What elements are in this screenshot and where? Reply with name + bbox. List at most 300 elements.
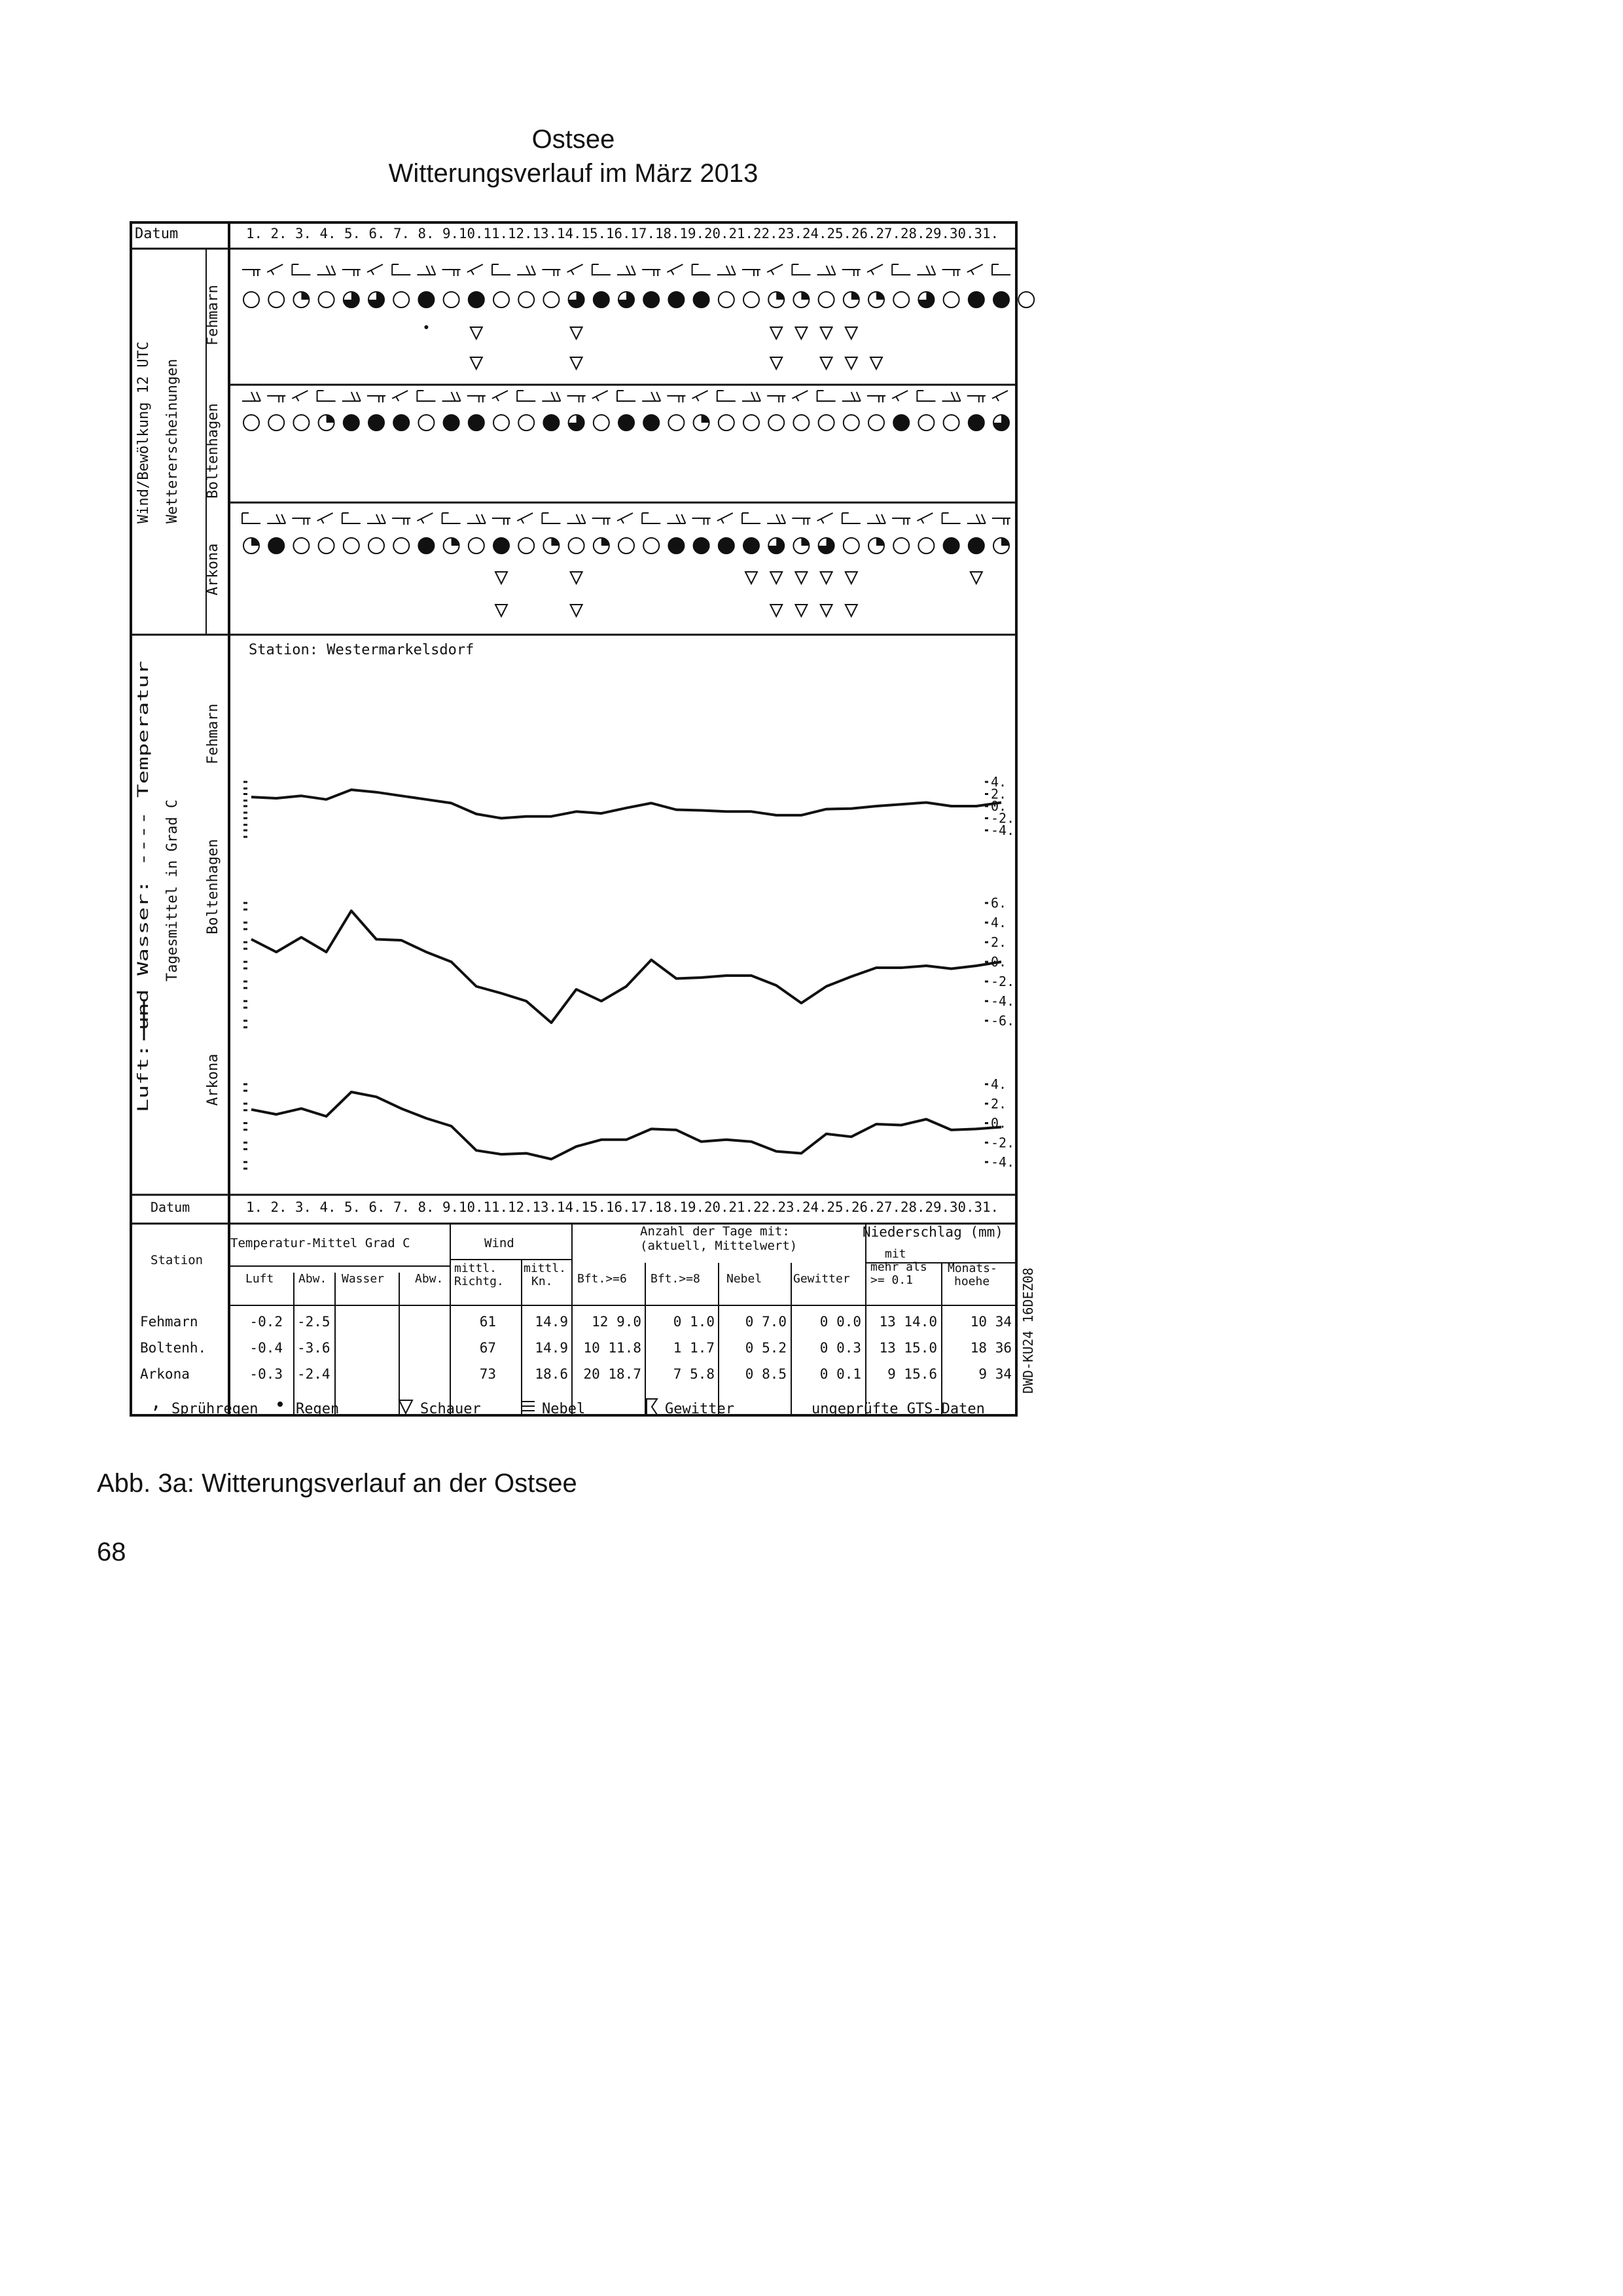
cloud-cover-icon — [543, 292, 559, 308]
tick-label: -4. — [991, 993, 1015, 1009]
shower-icon — [495, 572, 507, 584]
wind-barb-icon — [567, 514, 586, 523]
station-label-fehmarn-temp: Fehmarn — [205, 703, 221, 764]
wind-barb-icon — [292, 518, 310, 525]
shower-icon — [846, 357, 857, 369]
cloud-cover-icon — [469, 292, 484, 308]
wind-barb-icon — [242, 270, 260, 276]
page-subtitle: Witterungsverlauf im März 2013 — [388, 159, 758, 188]
cloud-cover-icon — [493, 538, 509, 554]
wind-barb-icon — [467, 396, 486, 402]
stats-cell: 0 8.5 — [745, 1366, 787, 1382]
cloud-cover-icon — [243, 538, 259, 554]
shower-icon — [821, 327, 832, 339]
wind-barb-icon — [667, 396, 685, 402]
cloud-cover-icon — [694, 538, 709, 554]
wind-barb-icon — [367, 396, 385, 402]
wind-barb-icon — [467, 514, 486, 523]
cloud-cover-icon — [444, 292, 459, 308]
weather-phenomena-label: Wettererscheinungen — [164, 359, 181, 523]
stats-h-kn-1: mittl. — [524, 1262, 567, 1275]
stats-cell: -2.5 — [297, 1314, 330, 1330]
legend-drizzle-label: Sprühregen — [171, 1401, 259, 1417]
cloud-cover-icon — [618, 292, 634, 308]
shower-icon — [770, 327, 782, 339]
legend-thunderstorm-label: Gewitter — [665, 1401, 734, 1417]
cloud-cover-icon — [944, 538, 959, 554]
cloud-cover-icon — [618, 538, 634, 554]
stats-h-wasser: Wasser — [342, 1272, 385, 1286]
wind-barb-icon — [367, 514, 385, 523]
wind-barb-icon — [842, 513, 861, 523]
wind-barb-icon — [592, 518, 611, 525]
wind-barb-icon — [467, 264, 483, 275]
wind-barb-icon — [292, 264, 310, 275]
cloud-cover-icon — [793, 415, 809, 431]
wind-barb-icon — [692, 264, 711, 275]
wind-barb-icon — [342, 513, 361, 523]
cloud-cover-icon — [668, 538, 684, 554]
wind-barb-icon — [892, 391, 908, 401]
shower-icon — [571, 357, 582, 369]
stats-cell: Arkona — [140, 1366, 190, 1382]
station-label-arkona-top: Arkona — [205, 543, 221, 595]
tick-label: 2. — [991, 1095, 1007, 1112]
temperature-group-label: Luft: und Wasser: ---- Temperatur — [135, 826, 152, 1112]
tick-label: 2. — [991, 934, 1007, 950]
cloud-cover-icon — [844, 292, 859, 308]
stats-cell: 0 7.0 — [745, 1314, 787, 1330]
wind-barb-icon — [942, 513, 961, 523]
temperature-panels — [243, 774, 1014, 1170]
cloud-cover-icon — [868, 292, 884, 308]
tick-label: 0. — [991, 1115, 1007, 1131]
wind-barb-icon — [292, 391, 308, 401]
cloud-cover-icon — [918, 538, 934, 554]
cloud-cover-icon — [493, 292, 509, 308]
stats-h-monat-2: hoehe — [954, 1275, 990, 1288]
cloud-cover-icon — [268, 292, 284, 308]
cloud-cover-icon — [293, 538, 309, 554]
wind-barb-icon — [867, 264, 883, 275]
cloud-cover-icon — [543, 538, 559, 554]
wind-barb-icon — [792, 518, 810, 525]
wind-barb-icon — [617, 391, 635, 401]
air-temp-line — [251, 790, 1001, 819]
stats-cell: 0 5.2 — [745, 1340, 787, 1356]
tick-label: 4. — [991, 774, 1007, 790]
cloud-cover-icon — [618, 415, 634, 431]
wind-barb-icon — [417, 391, 435, 401]
cloud-cover-icon — [643, 538, 659, 554]
tick-label: -2. — [991, 810, 1015, 826]
stats-h-monat-1: Monats- — [948, 1262, 997, 1275]
wind-barb-icon — [492, 518, 510, 525]
stats-cell: 9 15.6 — [887, 1366, 937, 1382]
wind-barb-icon — [642, 270, 660, 276]
tick-label: 4. — [991, 1076, 1007, 1092]
tick-label: -4. — [991, 1154, 1015, 1170]
station-label-boltenhagen-temp: Boltenhagen — [205, 839, 221, 934]
wind-barb-icon — [517, 266, 535, 275]
cloud-cover-icon — [469, 538, 484, 554]
wind-barb-icon — [367, 264, 383, 275]
cloud-cover-icon — [844, 538, 859, 554]
stats-cell: 20 18.7 — [583, 1366, 641, 1382]
shower-icon — [870, 357, 882, 369]
wind-barb-icon — [717, 266, 736, 275]
shower-icon — [745, 572, 757, 584]
cloud-cover-icon — [344, 415, 359, 431]
wind-barb-icon — [267, 514, 285, 523]
shower-icon — [971, 572, 982, 584]
station-name-label: Station: Westermarkelsdorf — [249, 642, 474, 658]
cloud-cover-icon — [719, 538, 734, 554]
wind-barb-icon — [392, 264, 410, 275]
cloud-cover-icon — [319, 415, 334, 431]
stats-cell: 0 1.0 — [673, 1314, 715, 1330]
cloud-cover-icon — [569, 415, 584, 431]
cloud-cover-icon — [594, 292, 609, 308]
stats-h-richt-1: mittl. — [454, 1262, 497, 1275]
cloud-cover-icon — [743, 415, 759, 431]
stats-grp-wind: Wind — [484, 1236, 514, 1250]
cloud-cover-icon — [643, 415, 659, 431]
page-title: Ostsee — [531, 125, 615, 154]
side-code: DWD-KU24 16DEZ08 — [1020, 1267, 1036, 1394]
cloud-cover-icon — [893, 415, 909, 431]
tick-label: 0. — [991, 954, 1007, 970]
cloud-cover-icon — [819, 292, 834, 308]
wind-barb-icon — [892, 518, 910, 525]
cloud-cover-icon — [543, 415, 559, 431]
cloud-cover-icon — [893, 292, 909, 308]
stats-cell: -0.4 — [249, 1340, 283, 1356]
shower-icon — [471, 327, 482, 339]
wind-barb-icon — [492, 264, 510, 275]
wind-barb-icon — [567, 396, 586, 402]
stats-cell: 0 0.1 — [819, 1366, 861, 1382]
shower-icon — [495, 605, 507, 616]
wind-barb-icon — [867, 514, 885, 523]
wind-barb-icon — [892, 264, 910, 275]
stats-h-mit-2: mehr als — [870, 1260, 927, 1274]
cloud-cover-icon — [418, 415, 434, 431]
cloud-cover-icon — [743, 292, 759, 308]
page-number: 68 — [97, 1538, 126, 1566]
wind-barb-icon — [442, 513, 461, 523]
stats-h-kn-2: Kn. — [531, 1275, 553, 1288]
shower-icon — [795, 327, 807, 339]
cloud-cover-icon — [993, 292, 1009, 308]
stats-cell: 13 14.0 — [879, 1314, 937, 1330]
wind-barb-icon — [742, 270, 760, 276]
cloud-cover-icon — [719, 415, 734, 431]
wind-barb-icon — [992, 264, 1010, 275]
cloud-cover-icon — [668, 415, 684, 431]
wind-barb-icon — [242, 392, 260, 401]
cloud-cover-icon — [444, 538, 459, 554]
cloud-cover-icon — [393, 415, 409, 431]
shower-icon — [821, 572, 832, 584]
cloud-cover-icon — [668, 292, 684, 308]
tick-label: 0. — [991, 798, 1007, 814]
stats-h-gewitter: Gewitter — [793, 1272, 850, 1286]
cloud-cover-icon — [944, 292, 959, 308]
cloud-cover-icon — [719, 292, 734, 308]
cloud-cover-icon — [444, 415, 459, 431]
cloud-cover-icon — [293, 292, 309, 308]
wind-barb-icon — [667, 264, 683, 275]
cloud-cover-icon — [969, 292, 984, 308]
cloud-cover-icon — [393, 538, 409, 554]
stats-h-abw: Abw. — [298, 1272, 327, 1286]
cloud-cover-icon — [418, 292, 434, 308]
shower-icon — [770, 357, 782, 369]
stats-h-mit-3: >= 0.1 — [870, 1273, 914, 1287]
stats-h-richt-2: Richtg. — [454, 1275, 504, 1288]
wind-barb-icon — [242, 513, 260, 523]
wind-barb-icon — [542, 270, 560, 276]
wind-barb-icon — [317, 266, 336, 275]
stats-h-bft6: Bft.>=6 — [577, 1272, 627, 1286]
wind-barb-icon — [492, 391, 508, 401]
cloud-cover-icon — [868, 538, 884, 554]
wind-barb-icon — [267, 264, 283, 275]
wind-barb-icon — [317, 391, 336, 401]
wind-barb-icon — [842, 270, 861, 276]
stats-cell: 73 — [479, 1366, 496, 1382]
wind-barb-icon — [967, 514, 986, 523]
stats-cell: 61 — [479, 1314, 496, 1330]
wind-barb-icon — [542, 392, 560, 401]
cloud-cover-icon — [918, 415, 934, 431]
cloud-cover-icon — [694, 415, 709, 431]
shower-icon — [795, 605, 807, 616]
cloud-cover-icon — [643, 292, 659, 308]
cloud-cover-icon — [368, 292, 384, 308]
tick-label: 4. — [991, 915, 1007, 930]
legend — [151, 1391, 985, 1417]
cloud-cover-icon — [518, 538, 534, 554]
stats-cell: 14.9 — [535, 1314, 568, 1330]
cloud-cover-icon — [493, 415, 509, 431]
stats-cell: 10 34 — [970, 1314, 1012, 1330]
cloud-cover-icon — [819, 415, 834, 431]
stats-h-abw2: Abw. — [415, 1272, 444, 1286]
wind-barb-icon — [342, 270, 361, 276]
tick-label: -2. — [991, 1135, 1015, 1151]
stats-cell: 0 0.3 — [819, 1340, 861, 1356]
wind-barb-icon — [592, 264, 611, 275]
temp-panel — [243, 774, 1014, 838]
wind-barb-icon — [567, 264, 583, 275]
wind-barb-icon — [967, 264, 983, 275]
wind-cloud-group-label: Wind/Bewölkung 12 UTC — [135, 341, 152, 523]
stats-cell: 1 1.7 — [673, 1340, 715, 1356]
wind-barb-icon — [817, 266, 836, 275]
cloud-cover-icon — [594, 538, 609, 554]
figure-caption: Abb. 3a: Witterungsverlauf an der Ostsee — [97, 1469, 577, 1498]
legend-shower-icon — [399, 1400, 412, 1413]
wind-barb-icon — [692, 518, 711, 525]
wind-barb-icon — [692, 391, 708, 401]
air-temp-line — [251, 911, 1001, 1023]
cloud-cover-icon — [819, 538, 834, 554]
temperature-unit-label: Tagesmittel in Grad C — [164, 799, 181, 981]
wind-barb-icon — [267, 396, 285, 402]
wind-barb-icon — [767, 264, 783, 275]
cloud-cover-icon — [844, 415, 859, 431]
wind-barb-icon — [792, 264, 810, 275]
tick-label: -2. — [991, 974, 1015, 989]
shower-icon — [846, 572, 857, 584]
stats-cell: 0 0.0 — [819, 1314, 861, 1330]
wind-barb-icon — [517, 513, 533, 523]
cloud-cover-icon — [243, 415, 259, 431]
wind-barb-icon — [792, 391, 808, 401]
wind-barb-icon — [517, 391, 535, 401]
cloud-cover-icon — [768, 538, 784, 554]
wind-barb-icon — [817, 513, 833, 523]
wind-barb-icon — [917, 266, 935, 275]
wind-barb-icon — [817, 391, 836, 401]
stats-grp-days-2: (aktuell, Mittelwert) — [640, 1239, 798, 1253]
days-row-top: 1. 2. 3. 4. 5. 6. 7. 8. 9.10.11.12.13.14.15.16.17.18.19.20.21.22.23.24.25.26.27.28.29.30.31. — [246, 226, 999, 241]
cloud-cover-icon — [469, 415, 484, 431]
wind-barb-icon — [667, 514, 685, 523]
shower-icon — [770, 572, 782, 584]
wind-barb-icon — [317, 513, 333, 523]
shower-icon — [795, 572, 807, 584]
cloud-cover-icon — [944, 415, 959, 431]
cloud-cover-icon — [569, 292, 584, 308]
wind-barb-icon — [342, 392, 361, 401]
cloud-cover-icon — [993, 415, 1009, 431]
station-label-arkona-temp: Arkona — [205, 1053, 221, 1106]
wind-barb-icon — [742, 392, 760, 401]
shower-icon — [571, 572, 582, 584]
cloud-cover-icon — [319, 538, 334, 554]
wind-barb-icon — [617, 513, 633, 523]
wind-barb-icon — [942, 270, 961, 276]
tick-label: -4. — [991, 822, 1015, 838]
cloud-cover-icon — [694, 292, 709, 308]
shower-icon — [571, 327, 582, 339]
legend-shower-label: Schauer — [420, 1401, 481, 1417]
cloud-cover-icon — [1018, 292, 1034, 308]
cloud-cover-icon — [969, 415, 984, 431]
cloud-cover-icon — [368, 538, 384, 554]
stats-rows — [140, 1314, 1012, 1382]
stats-h-luft: Luft — [245, 1272, 274, 1286]
stats-col-station: Station — [151, 1253, 204, 1267]
cloud-cover-icon — [344, 292, 359, 308]
stats-cell: -0.2 — [249, 1314, 283, 1330]
tick-label: 6. — [991, 895, 1007, 911]
wind-barb-icon — [942, 392, 961, 401]
wind-barb-icon — [917, 513, 933, 523]
wind-barb-icon — [992, 391, 1008, 401]
stats-grp-precip: Niederschlag (mm) — [863, 1224, 1003, 1240]
stats-cell: Boltenh. — [140, 1340, 207, 1356]
wind-barb-icon — [742, 513, 760, 523]
wind-barb-icon — [442, 270, 461, 276]
wind-barb-icon — [592, 391, 608, 401]
cloud-cover-icon — [893, 538, 909, 554]
cloud-cover-icon — [268, 415, 284, 431]
cloud-cover-icon — [793, 538, 809, 554]
cloud-cover-icon — [293, 415, 309, 431]
weather-symbol-rows — [424, 325, 982, 616]
cloud-cover-icon — [368, 415, 384, 431]
stats-cell: -0.3 — [249, 1366, 283, 1382]
temp-panel — [243, 895, 1014, 1029]
wind-barb-icon — [842, 392, 861, 401]
wind-barb-icon — [717, 391, 736, 401]
cloud-cover-icon — [768, 292, 784, 308]
wind-barb-icon — [992, 518, 1010, 525]
shower-icon — [846, 327, 857, 339]
wind-barb-icon — [417, 266, 435, 275]
wind-barb-icon — [642, 392, 660, 401]
stats-cell: 7 5.8 — [673, 1366, 715, 1382]
wind-barb-icon — [767, 514, 785, 523]
cloud-cover-icon — [393, 292, 409, 308]
stats-cell: 14.9 — [535, 1340, 568, 1356]
cloud-cover-icon — [918, 292, 934, 308]
wind-barb-icon — [392, 391, 408, 401]
stats-h-nebel: Nebel — [726, 1272, 762, 1286]
stats-cell: 18 36 — [970, 1340, 1012, 1356]
wind-barb-icon — [442, 392, 461, 401]
tick-label: -6. — [991, 1013, 1015, 1029]
station-label-boltenhagen-top: Boltenhagen — [205, 403, 221, 499]
cloud-cover-icon — [518, 292, 534, 308]
wind-barb-icon — [417, 513, 433, 523]
wind-barb-icon — [917, 391, 935, 401]
wind-barb-icon — [967, 396, 986, 402]
legend-fog-label: Nebel — [542, 1401, 586, 1417]
cloud-cover-icon — [569, 538, 584, 554]
cloud-cover-icon — [243, 292, 259, 308]
shower-icon — [821, 357, 832, 369]
wind-barb-icon — [767, 396, 785, 402]
cloud-cover-icon — [518, 415, 534, 431]
shower-icon — [821, 605, 832, 616]
cloud-cover-icon — [868, 415, 884, 431]
cloud-cover-icon — [768, 415, 784, 431]
cloud-cover-icon — [793, 292, 809, 308]
stats-cell: 10 11.8 — [583, 1340, 641, 1356]
stats-cell: 67 — [479, 1340, 496, 1356]
stats-cell: -3.6 — [297, 1340, 330, 1356]
legend-rain-icon — [277, 1402, 283, 1407]
cloud-cover-icon — [594, 415, 609, 431]
wind-barb-icon — [617, 266, 635, 275]
legend-gts-note: ungeprüfte GTS-Daten — [812, 1401, 985, 1417]
cloud-cover-icon — [344, 538, 359, 554]
wind-barb-icon — [542, 513, 560, 523]
cloud-cover-icon — [993, 538, 1009, 554]
cloud-cover-icon — [268, 538, 284, 554]
stats-cell: 18.6 — [535, 1366, 568, 1382]
wind-barb-icon — [717, 513, 733, 523]
stats-cell: -2.4 — [297, 1366, 330, 1382]
shower-icon — [846, 605, 857, 616]
stats-cell: 13 15.0 — [879, 1340, 937, 1356]
datum-label-top: Datum — [135, 226, 179, 242]
